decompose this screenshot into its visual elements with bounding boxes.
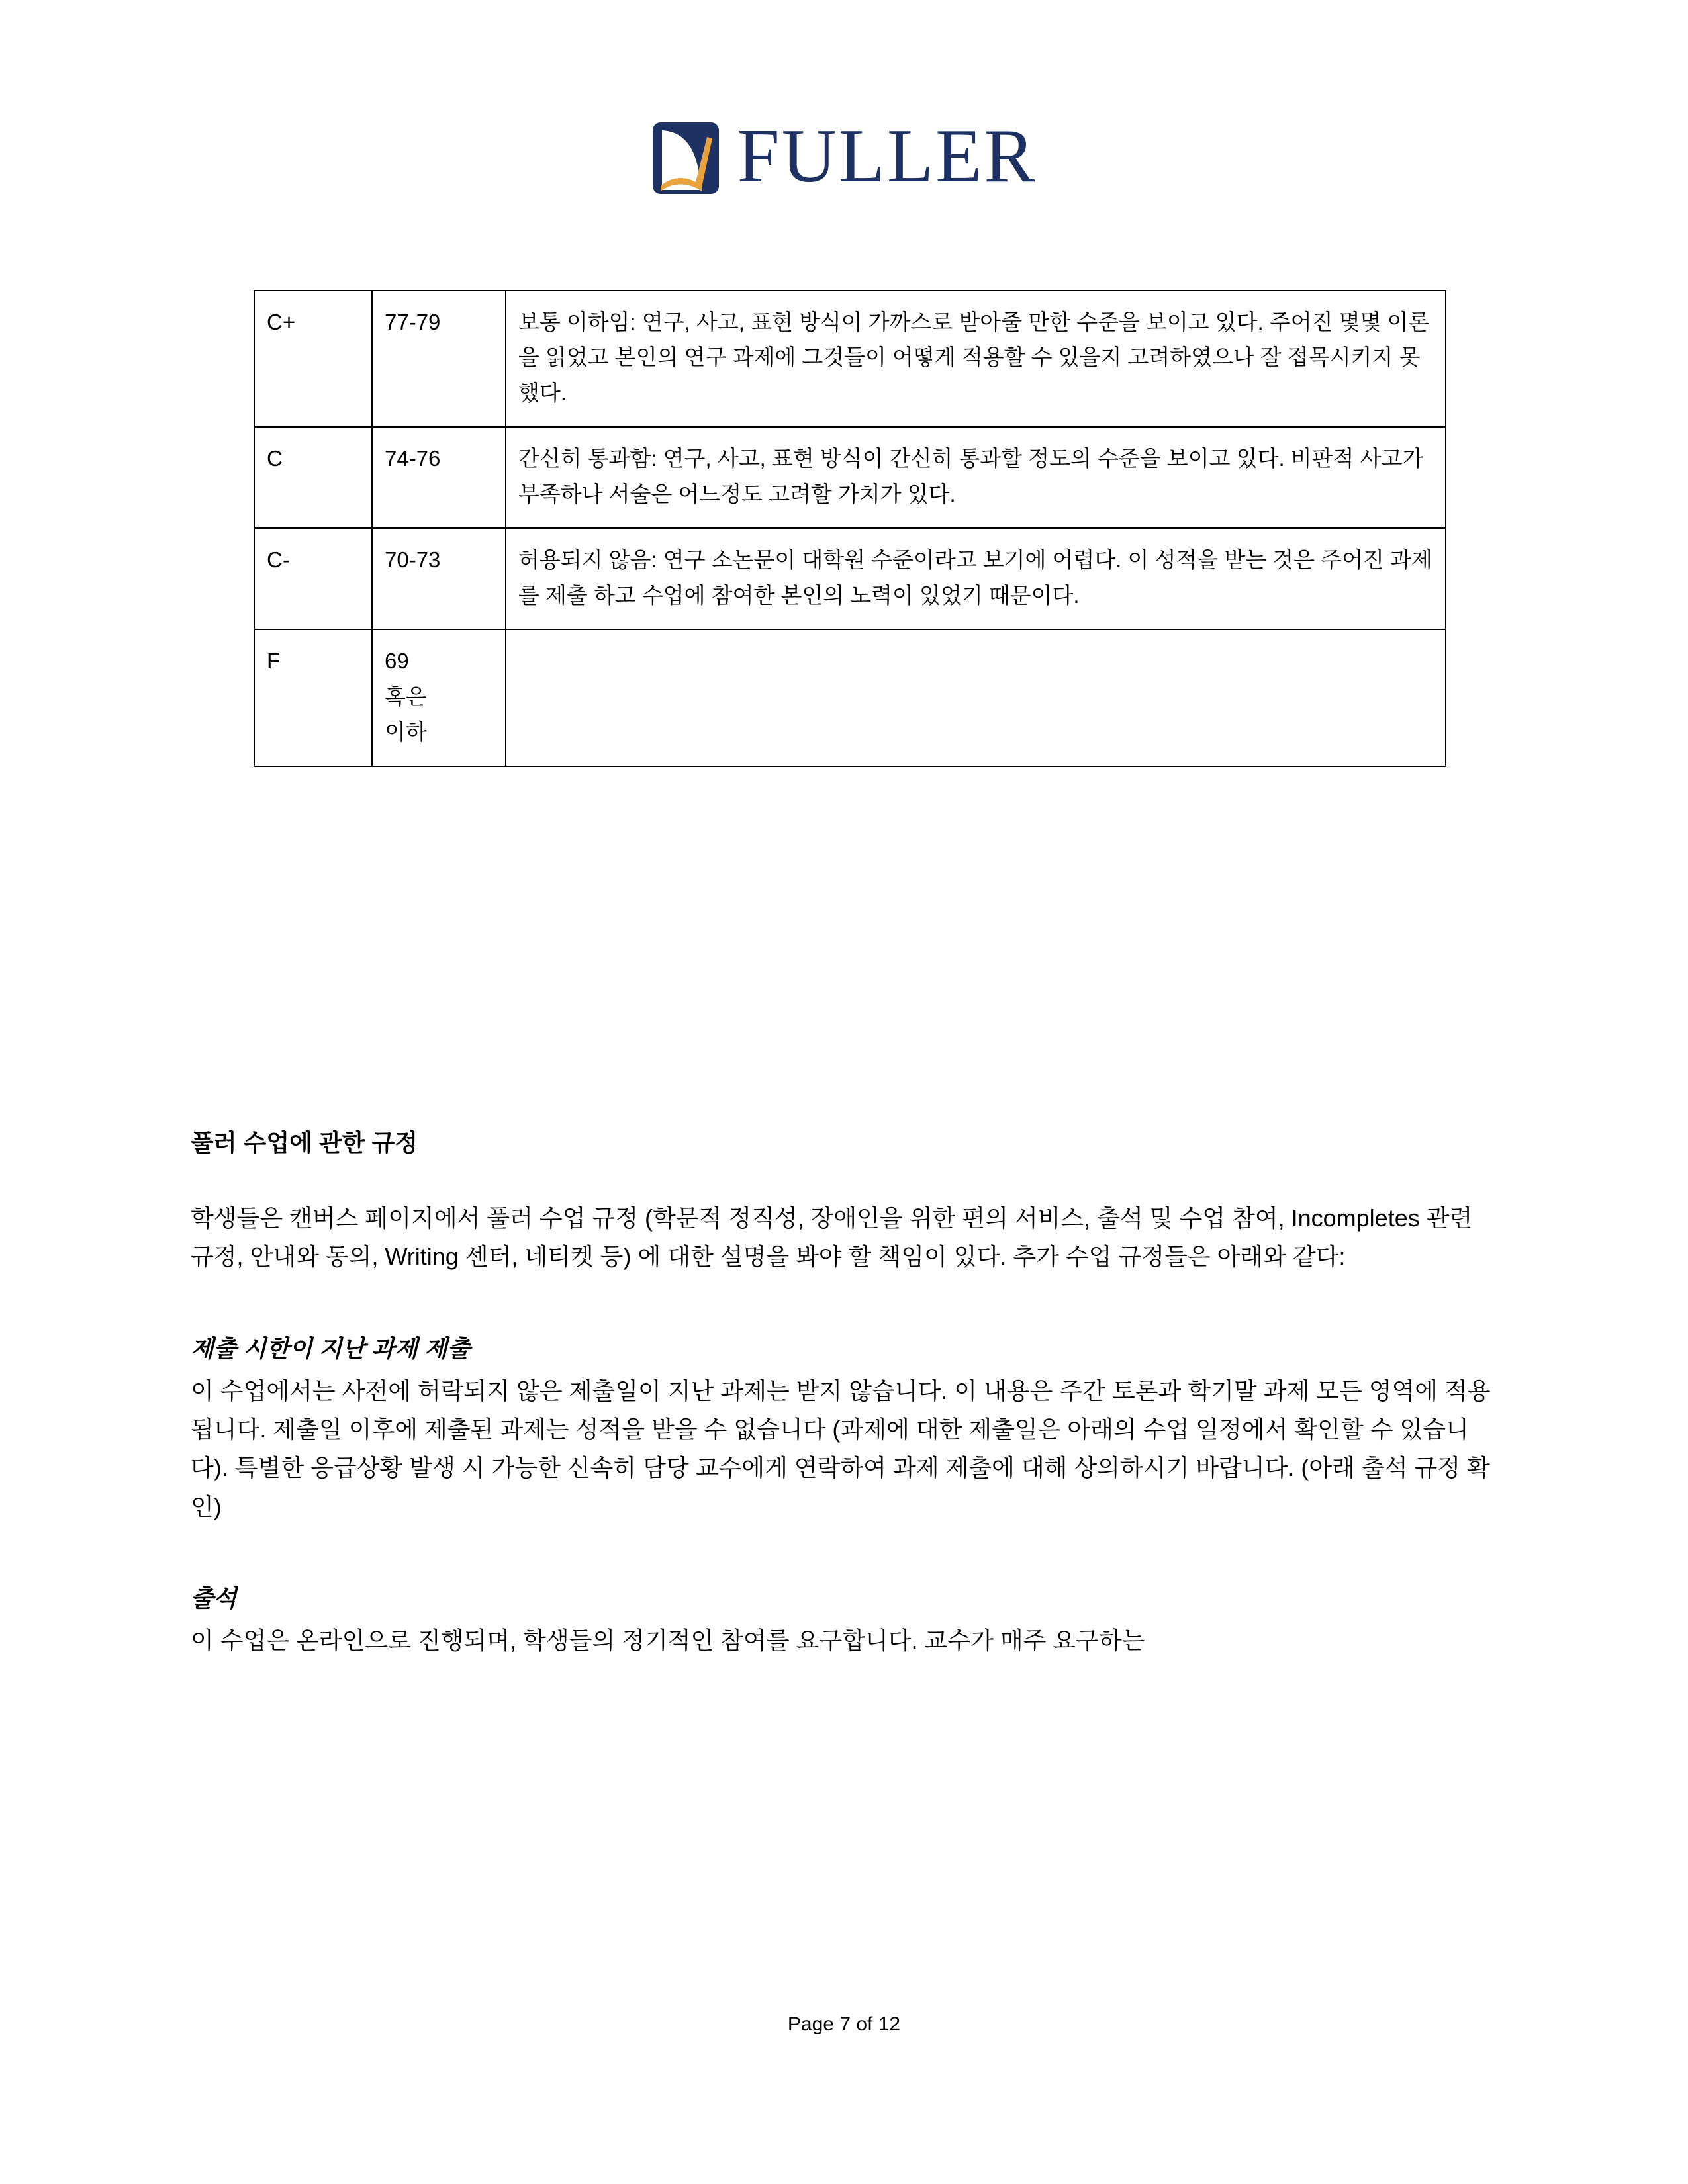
table-row bbox=[254, 629, 1446, 766]
late-work-heading: 제출 시한이 지난 과제 제출 bbox=[191, 1334, 471, 1362]
policies-intro-paragraph: 학생들은 캔버스 페이지에서 풀러 수업 규정 (학문적 정직성, 장애인을 위한 편의 서비스, 출석 및 수업 참여, Incompletes 관련 규정, 안내와 동의, Writing 센터, 네티켓 등) 에 대한 설명을 봐야 할 책임이 있다. 추가 수업 규정들은 아래와 같다: bbox=[191, 1205, 1473, 1271]
attendance-paragraph: 이 수업은 온라인으로 진행되며, 학생들의 정기적인 참여를 요구합니다. 교수가 매주 요구하는 bbox=[191, 1626, 1145, 1654]
policies-heading: 풀러 수업에 관한 규정 bbox=[191, 1129, 418, 1156]
grade-cell: C bbox=[254, 427, 372, 528]
grading-scale-table bbox=[254, 290, 1446, 767]
grade-cell: C+ bbox=[254, 291, 372, 427]
table-row bbox=[254, 291, 1446, 427]
late-work-paragraph: 이 수업에서는 사전에 허락되지 않은 제출일이 지난 과제는 받지 않습니다. 이 내용은 주간 토론과 학기말 과제 모든 영역에 적용됩니다. 제출일 이후에 제출된 과제는 성적을 받을 수 없습니다 (과제에 대한 제출일은 아래의 수업 일정에서 확인할 수 있습니다). 특별한 응급상황 발생 시 가능한 신속히 담당 교수에게 연락하여 과제 제출에 대해 상의하시기 바랍니다. (아래 출석 규정 확인) bbox=[191, 1377, 1491, 1520]
description-cell bbox=[506, 629, 1446, 766]
document-header bbox=[0, 114, 1688, 198]
range-line: 이하 bbox=[385, 719, 427, 745]
fuller-open-book-mark-icon bbox=[651, 121, 720, 195]
table-row bbox=[254, 528, 1446, 629]
range-cell: 74-76 bbox=[372, 427, 506, 528]
page-footer bbox=[0, 2011, 1688, 2038]
spacer bbox=[191, 1557, 1492, 1580]
grade-cell: C- bbox=[254, 528, 372, 629]
table-row bbox=[254, 427, 1446, 528]
description-cell: 허용되지 않음: 연구 소논문이 대학원 수준이라고 보기에 어렵다. 이 성적을 받는 것은 주어진 과제를 제출 하고 수업에 참여한 본인의 노력이 있었기 때문이다. bbox=[506, 528, 1446, 629]
policies-section bbox=[191, 1125, 1492, 1690]
range-cell: 77-79 bbox=[372, 291, 506, 427]
range-cell: 70-73 bbox=[372, 528, 506, 629]
page-number: Page 7 of 12 bbox=[787, 2013, 901, 2035]
description-cell: 보통 이하임: 연구, 사고, 표현 방식이 가까스로 받아줄 만한 수준을 보이고 있다. 주어진 몇몇 이론을 읽었고 본인의 연구 과제에 그것들이 어떻게 적용할 수 있을지 고려하였으나 잘 접목시키지 못했다. bbox=[506, 291, 1446, 427]
range-line: 69 bbox=[385, 649, 409, 674]
fuller-wordmark: FULLER bbox=[737, 114, 1037, 198]
attendance-heading: 출석 bbox=[191, 1584, 237, 1612]
grade-cell: F bbox=[254, 629, 372, 766]
description-cell: 간신히 통과함: 연구, 사고, 표현 방식이 간신히 통과할 정도의 수준을 보이고 있다. 비판적 사고가 부족하나 서술은 어느정도 고려할 가치가 있다. bbox=[506, 427, 1446, 528]
spacer bbox=[191, 1307, 1492, 1331]
range-line: 혹은 bbox=[385, 684, 427, 709]
fuller-logo bbox=[651, 114, 1037, 198]
range-cell bbox=[372, 629, 506, 766]
